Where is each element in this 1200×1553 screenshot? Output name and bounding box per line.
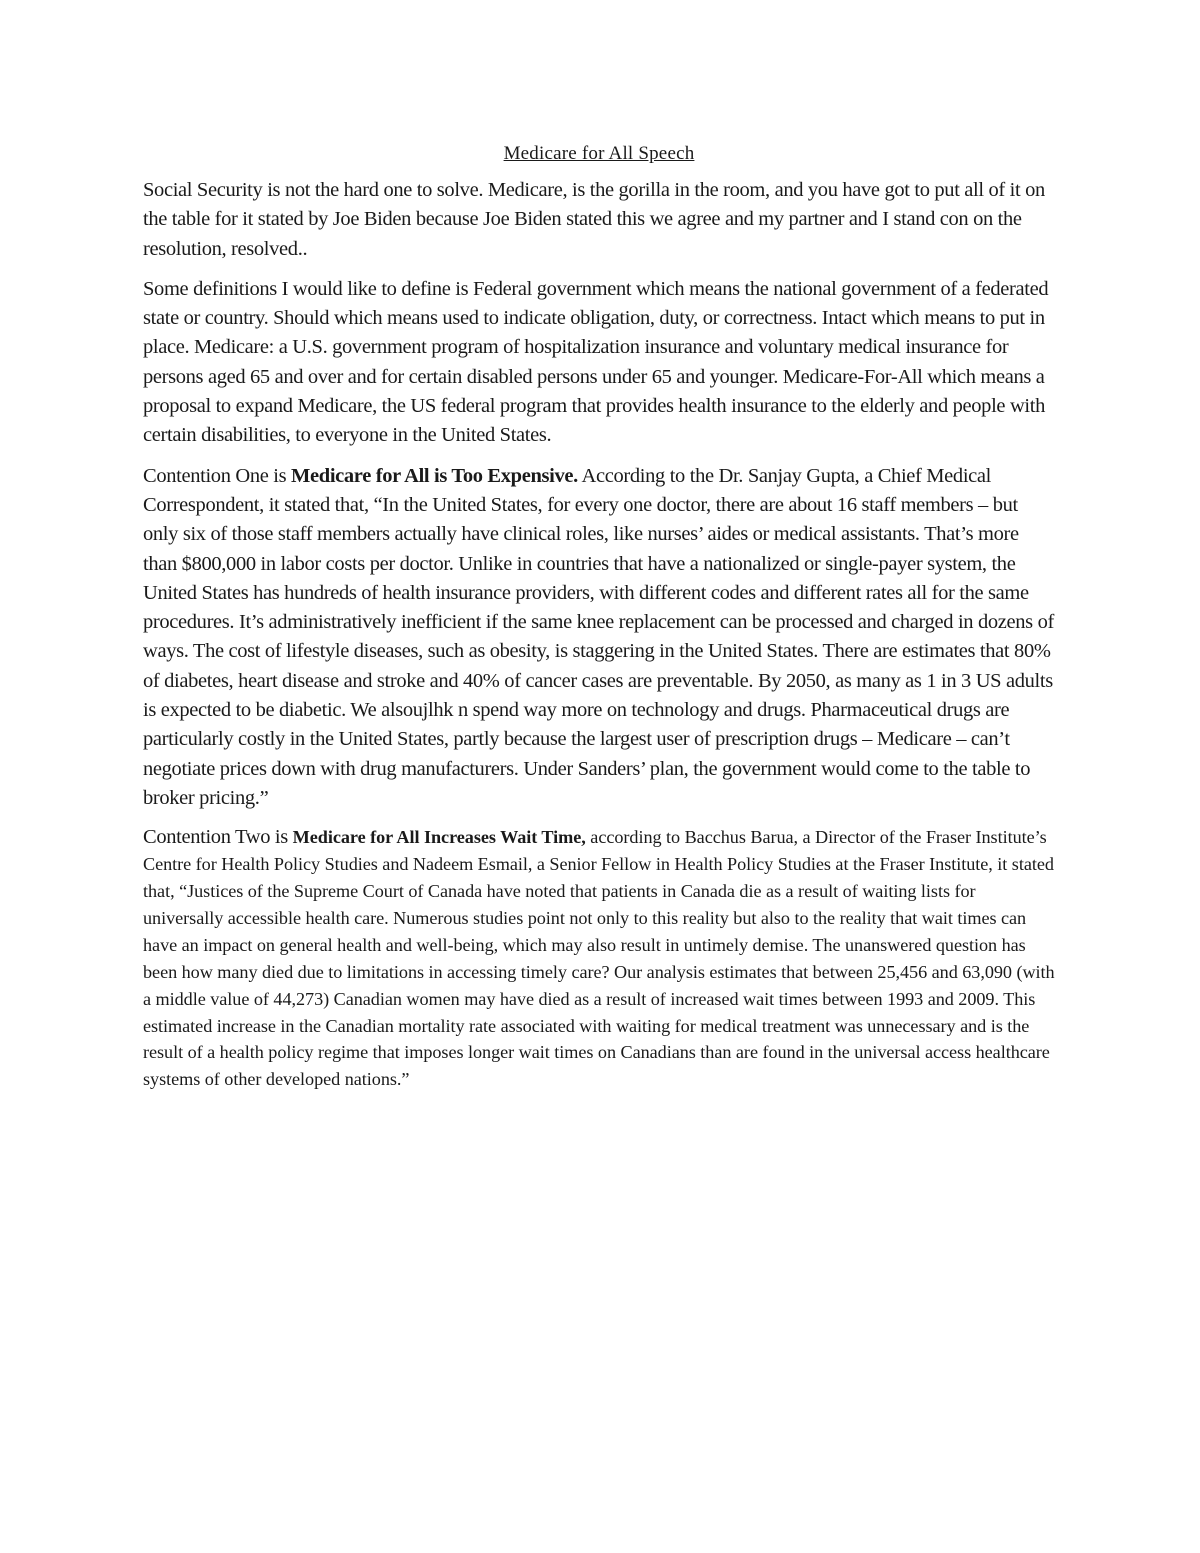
- contention-one-lead: Contention One is: [143, 464, 292, 487]
- document-page: [143, 140, 1055, 1104]
- definitions-paragraph: Some definitions I would like to define is Federal government which means the national government of a federated state or country. Should which means used to indicate obligation, duty, or correctness. Intact which means to put in place. Medicare: a U.S. government program of hospitalization insurance and voluntary medical insurance for persons aged 65 and over and for certain disabled persons under 65 and younger. Medicare-For-All which means a proposal to expand Medicare, the US federal program that provides health insurance to the elderly and people with certain disabilities, to everyone in the United States.: [143, 277, 1049, 447]
- contention-two-heading: Medicare for All Increases Wait Time,: [292, 827, 586, 848]
- intro-paragraph: Social Security is not the hard one to solve. Medicare, is the gorilla in the room, and you have got to put all of it on the table for it stated by Joe Biden because Joe Biden stated this we agree and my partner and I stand con on the resolution, resolved..: [143, 179, 1045, 260]
- contention-two-lead: Contention Two is: [143, 826, 293, 849]
- contention-two-paragraph: [143, 824, 1055, 1093]
- contention-one-paragraph: [143, 462, 1055, 814]
- contention-one-heading: Medicare for All is Too Expensive.: [291, 464, 578, 487]
- contention-one-body: According to the Dr. Sanjay Gupta, a Chief Medical Correspondent, it stated that, “In the United States, for every one doctor, there are about 16 staff members – but only six of those staff members actually have clinical roles, like nurses’ aides or medical assistants. That’s more than $800,000 in labor costs per doctor. Unlike in countries that have a nationalized or single-payer system, the United States has hundreds of health insurance providers, with different codes and different rates all for the same procedures. It’s administratively inefficient if the same knee replacement can be processed and charged in dozens of ways. The cost of lifestyle diseases, such as obesity, is staggering in the United States. There are estimates that 80% of diabetes, heart disease and stroke and 40% of cancer cases are preventable. By 2050, as many as 1 in 3 US adults is expected to be diabetic. We alsoujlhk n spend way more on technology and drugs. Pharmaceutical drugs are particularly costly in the United States, partly because the largest user of prescription drugs – Medicare – can’t negotiate prices down with drug manufacturers. Under Sanders’ plan, the government would come to the table to broker pricing.”: [143, 464, 1054, 809]
- document-title: Medicare for All Speech: [503, 143, 695, 164]
- contention-two-body: according to Bacchus Barua, a Director of the Fraser Institute’s Centre for Health Policy Studies and Nadeem Esmail, a Senior Fellow in Health Policy Studies at the Fraser Institute, it stated that, “Justices of the Supreme Court of Canada have noted that patients in Canada die as a result of waiting lists for universally accessible health care. Numerous studies point not only to this reality but also to the reality that wait times can have an impact on general health and well-being, which may also result in untimely demise. The unanswered question has been how many died due to limitations in accessing timely care? Our analysis estimates that between 25,456 and 63,090 (with a middle value of 44,273) Canadian women may have died as a result of increased wait times between 1993 and 2009. This estimated increase in the Canadian mortality rate associated with waiting for medical treatment was unnecessary and is the result of a health policy regime that imposes longer wait times on Canadians than are found in the universal access healthcare systems of other developed nations.”: [143, 827, 1055, 1090]
